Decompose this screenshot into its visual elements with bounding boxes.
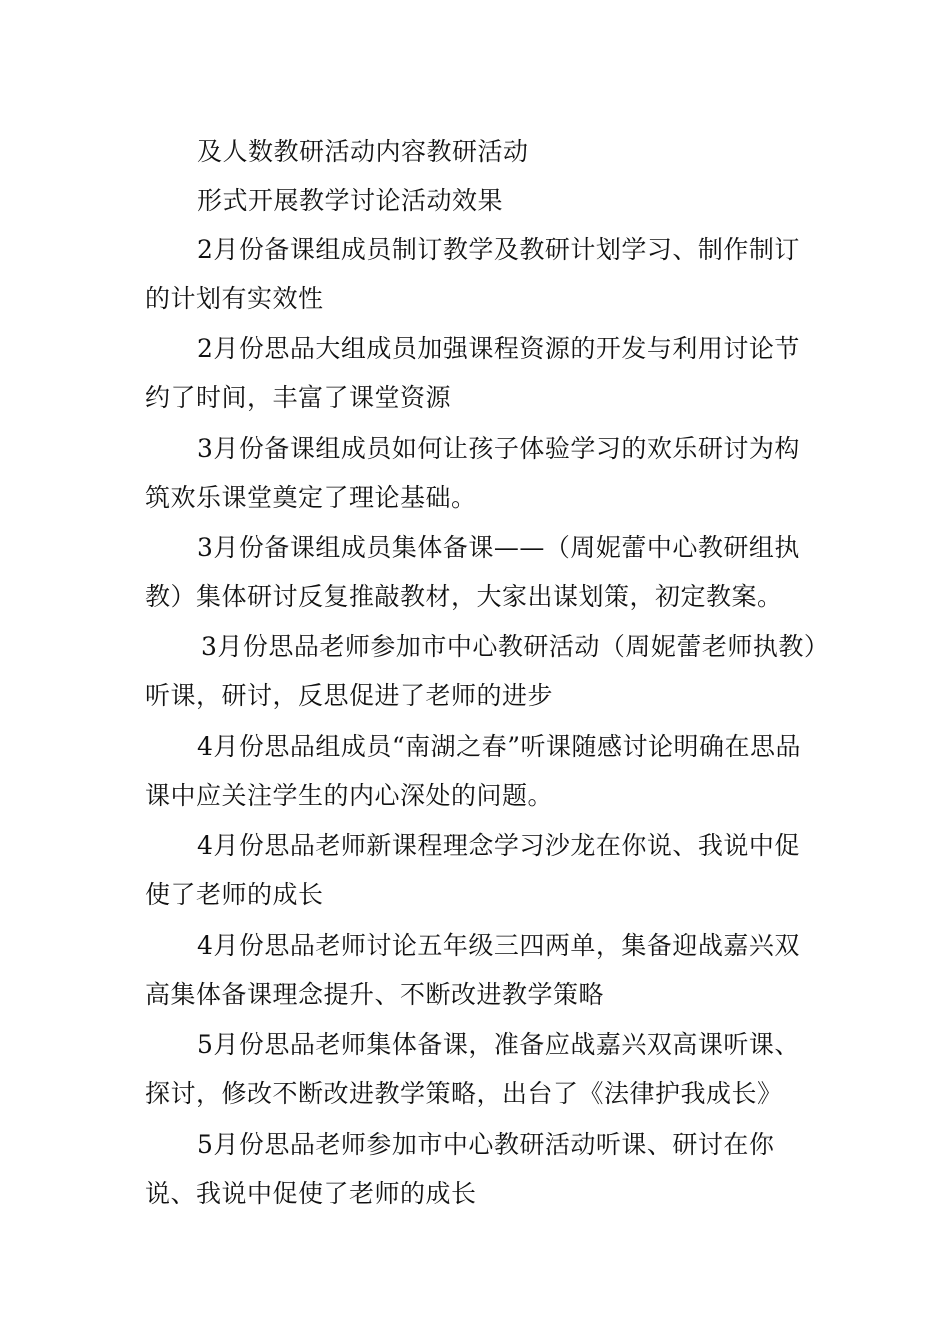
paragraph-6: 3月份备课组成员集体备课——（周妮蕾中心教研组执教）集体研讨反复推敲教材，大家出谋划策，初定教案。	[145, 533, 800, 611]
paragraph-4: 2月份思品大组成员加强课程资源的开发与利用讨论节约了时间，丰富了课堂资源	[145, 334, 800, 412]
paragraph-3: 2月份备课组成员制订教学及教研计划学习、制作制订的计划有实效性	[145, 235, 800, 313]
paragraph-8: 4月份思品组成员“南湖之春”听课随感讨论明确在思品课中应关注学生的内心深处的问题。	[145, 732, 801, 810]
paragraph-2: 形式开展教学讨论活动效果	[197, 186, 504, 215]
paragraph-7: 3月份思品老师参加市中心教研活动（周妮蕾老师执教）听课，研讨，反思促进了老师的进步	[145, 632, 817, 710]
paragraph-10: 4月份思品老师讨论五年级三四两单，集备迎战嘉兴双高集体备课理念提升、不断改进教学策略	[145, 931, 800, 1009]
paragraph-11: 5月份思品老师集体备课，准备应战嘉兴双高课听课、探讨，修改不断改进教学策略，出台了《法律护我成长》	[145, 1030, 800, 1108]
paragraph-5: 3月份备课组成员如何让孩子体验学习的欢乐研讨为构筑欢乐课堂奠定了理论基础。	[145, 434, 800, 512]
paragraph-9: 4月份思品老师新课程理念学习沙龙在你说、我说中促使了老师的成长	[145, 831, 800, 909]
paragraph-12: 5月份思品老师参加市中心教研活动听课、研讨在你说、我说中促使了老师的成长	[145, 1130, 775, 1208]
paragraph-1: 及人数教研活动内容教研活动	[197, 137, 529, 166]
